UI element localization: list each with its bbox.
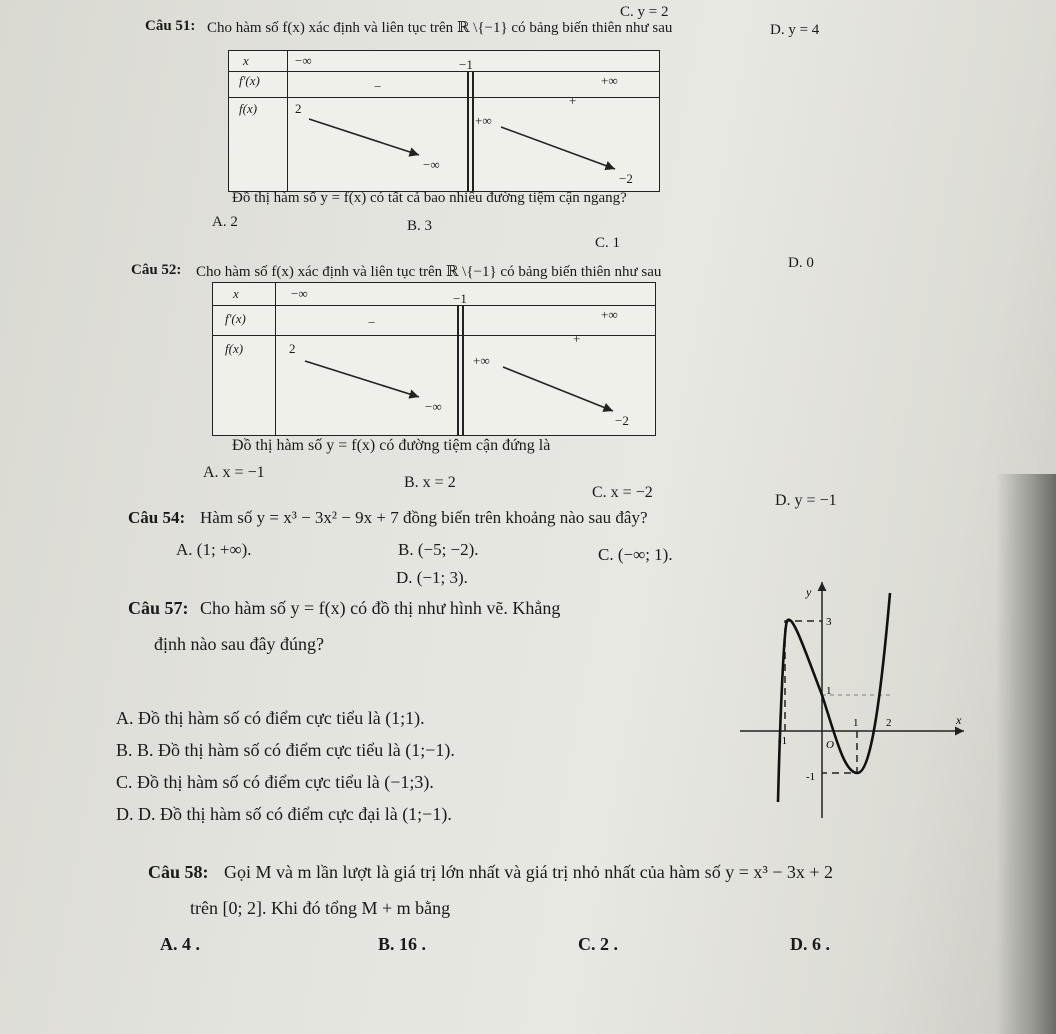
q50-option-d: D. y = 4 xyxy=(770,22,820,38)
q57-stem-2: định nào sau đây đúng? xyxy=(154,634,324,654)
q52-option-b[interactable]: B. x = 2 xyxy=(404,474,456,491)
q51-option-a[interactable]: A. 2 xyxy=(212,214,238,230)
q58-number: Câu 58: xyxy=(148,862,209,882)
table1-sign-left: − xyxy=(374,79,382,94)
table1-f-label: f(x) xyxy=(239,101,258,116)
graph-tick-minus1y: -1 xyxy=(806,771,816,783)
q52-question: Đồ thị hàm số y = f(x) có đường tiệm cận đứng là xyxy=(232,437,551,454)
graph-tick-1y: 1 xyxy=(826,685,832,697)
q51-number: Câu 51: xyxy=(145,18,196,34)
graph-x-label: x xyxy=(956,713,962,727)
q57-option-a[interactable]: A. Đồ thị hàm số có điểm cực tiểu là (1;1). xyxy=(116,708,425,728)
graph-tick-2x: 2 xyxy=(886,717,892,729)
q57-option-d[interactable]: D. D. Đồ thị hàm số có điểm cực đại là (1;−1). xyxy=(116,804,452,824)
page-edge-shadow xyxy=(996,474,1056,1034)
table2-x-minus1: −1 xyxy=(453,291,467,306)
table2-x-neg-inf: −∞ xyxy=(291,286,308,301)
q58-option-d[interactable]: D. 6 . xyxy=(790,934,830,954)
q58-option-b[interactable]: B. 16 . xyxy=(378,934,427,954)
graph-tick-3: 3 xyxy=(826,616,832,628)
table2-f-right-start: +∞ xyxy=(473,353,490,368)
table2-sign-right: + xyxy=(573,331,581,346)
table2-sign-left: − xyxy=(368,315,376,330)
table1-arrows xyxy=(229,51,659,191)
q51-option-d[interactable]: D. 0 xyxy=(788,255,814,271)
table1-fp-label: f'(x) xyxy=(239,73,260,88)
q58-stem-2: trên [0; 2]. Khi đó tổng M + m bằng xyxy=(190,898,451,918)
q52-option-c[interactable]: C. x = −2 xyxy=(592,484,653,501)
table2-x-pos-inf: +∞ xyxy=(601,307,618,322)
q50-option-c: C. y = 2 xyxy=(620,4,669,20)
q54-option-d[interactable]: D. (−1; 3). xyxy=(396,568,468,587)
q51-stem: Cho hàm số f(x) xác định và liên tục trên ℝ \{−1} có bảng biến thiên như sau xyxy=(207,20,673,36)
q58-option-a[interactable]: A. 4 . xyxy=(160,934,200,954)
q57-option-b[interactable]: B. B. Đồ thị hàm số có điểm cực tiểu là (1;−1). xyxy=(116,740,455,760)
graph-tick-1x: 1 xyxy=(853,717,859,729)
table2-arrows xyxy=(213,283,655,435)
table1-f-right-start: +∞ xyxy=(475,113,492,128)
table1-f-left-end: −∞ xyxy=(423,157,440,172)
q57-option-c[interactable]: C. Đồ thị hàm số có điểm cực tiểu là (−1;3). xyxy=(116,772,434,792)
q52-stem: Cho hàm số f(x) xác định và liên tục trên ℝ \{−1} có bảng biến thiên như sau xyxy=(196,264,662,280)
table1-x-minus1: −1 xyxy=(459,57,473,72)
q51-option-c[interactable]: C. 1 xyxy=(595,235,621,251)
table2-x-label: x xyxy=(233,286,239,301)
q54-option-a[interactable]: A. (1; +∞). xyxy=(176,540,252,559)
table2-f-left-start: 2 xyxy=(289,341,296,356)
table1-x-pos-inf: +∞ xyxy=(601,73,618,88)
table1-x-label: x xyxy=(243,53,249,68)
graph-tick-minus1x: -1 xyxy=(778,735,788,747)
q54-number: Câu 54: xyxy=(128,508,186,527)
q52-option-a[interactable]: A. x = −1 xyxy=(203,464,265,481)
table1-f-right-end: −2 xyxy=(619,171,633,186)
q57-function-graph xyxy=(740,578,980,818)
cubic-curve xyxy=(778,593,890,802)
table2-f-label: f(x) xyxy=(225,341,244,356)
graph-y-label: y xyxy=(806,585,812,599)
q57-stem: Cho hàm số y = f(x) có đồ thị như hình vẽ. Khẳng xyxy=(200,598,561,618)
graph-origin: O xyxy=(826,739,834,751)
q54-stem: Hàm số y = x³ − 3x² − 9x + 7 đồng biến trên khoảng nào sau đây? xyxy=(200,508,648,527)
table2-f-left-end: −∞ xyxy=(425,399,442,414)
q54-option-b[interactable]: B. (−5; −2). xyxy=(398,540,479,559)
q52-number: Câu 52: xyxy=(131,262,182,278)
table2-f-right-end: −2 xyxy=(615,413,629,428)
q57-number: Câu 57: xyxy=(128,598,189,618)
q52-option-d[interactable]: D. y = −1 xyxy=(775,492,837,509)
q51-question: Đồ thị hàm số y = f(x) có tất cả bao nhiêu đường tiệm cận ngang? xyxy=(232,190,627,206)
q58-option-c[interactable]: C. 2 . xyxy=(578,934,618,954)
table1-f-left-start: 2 xyxy=(295,101,302,116)
table1-x-neg-inf: −∞ xyxy=(295,53,312,68)
table2-fp-label: f'(x) xyxy=(225,311,246,326)
q58-stem: Gọi M và m lần lượt là giá trị lớn nhất và giá trị nhỏ nhất của hàm số y = x³ − 3x + 2 xyxy=(224,862,834,882)
q54-option-c[interactable]: C. (−∞; 1). xyxy=(598,545,673,564)
q51-option-b[interactable]: B. 3 xyxy=(407,218,433,234)
variation-table-q51 xyxy=(228,50,660,192)
table1-sign-right: + xyxy=(569,93,577,108)
variation-table-q52 xyxy=(212,282,656,436)
